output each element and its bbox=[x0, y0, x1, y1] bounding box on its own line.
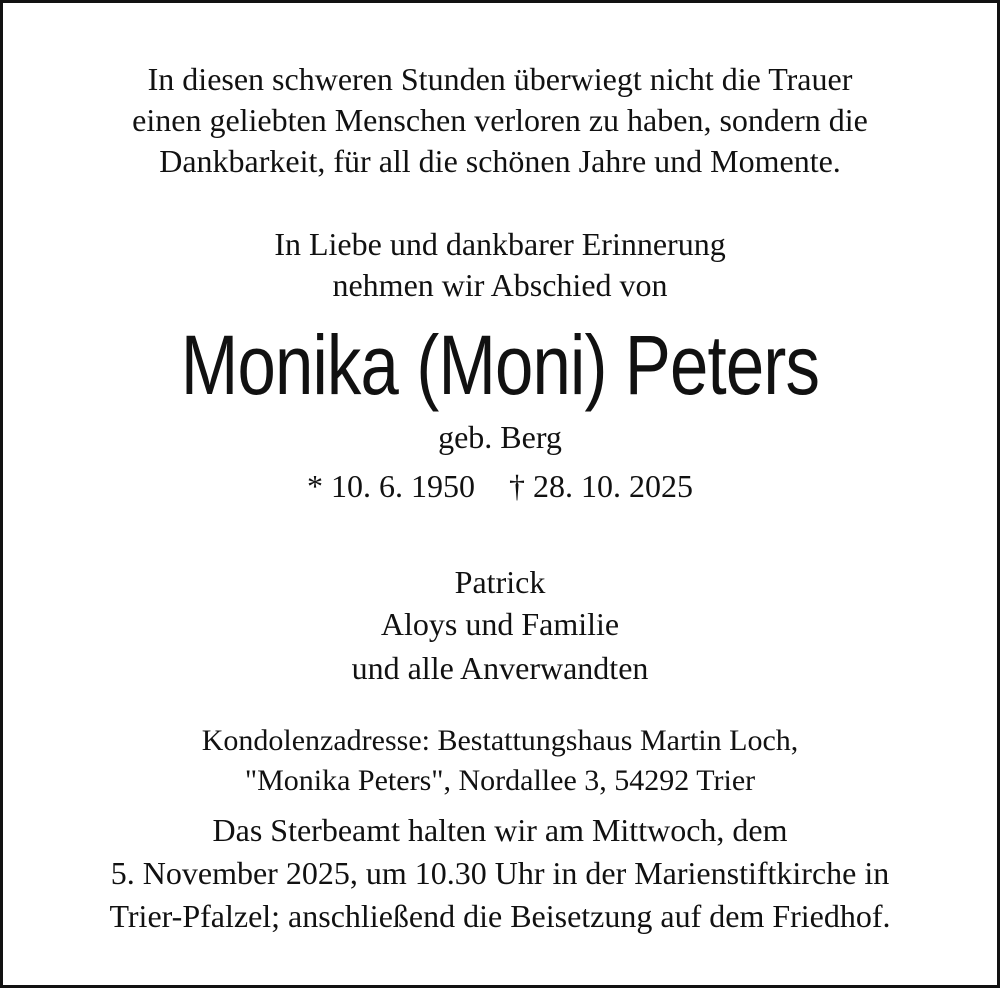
death-date: † 28. 10. 2025 bbox=[509, 468, 693, 504]
life-dates bbox=[3, 470, 997, 502]
mourner-3: und alle Anverwandten bbox=[351, 650, 649, 686]
maiden-name: geb. Berg bbox=[438, 419, 562, 455]
mourner-1: Patrick bbox=[454, 564, 546, 600]
deceased-name: Monika (Moni) Peters bbox=[180, 318, 820, 412]
intro-line-2: einen geliebten Menschen verloren zu haben, sondern die bbox=[132, 102, 868, 138]
condolence-line-2: "Monika Peters", Nordallee 3, 54292 Trier bbox=[244, 764, 756, 797]
service-line-3: Trier-Pfalzel; anschließend die Beisetzung auf dem Friedhof. bbox=[109, 898, 891, 934]
birth-date: * 10. 6. 1950 bbox=[307, 468, 475, 504]
service-line-1: Das Sterbeamt halten wir am Mittwoch, dem bbox=[212, 812, 788, 848]
farewell-line-2: nehmen wir Abschied von bbox=[332, 267, 668, 303]
intro-line-1: In diesen schweren Stunden überwiegt nicht die Trauer bbox=[147, 61, 853, 97]
service-line-2: 5. November 2025, um 10.30 Uhr in der Marienstiftkirche in bbox=[110, 855, 890, 891]
mourner-2: Aloys und Familie bbox=[380, 606, 620, 642]
condolence-line-1: Kondolenzadresse: Bestattungshaus Martin Loch, bbox=[201, 724, 799, 757]
intro-line-3: Dankbarkeit, für all die schönen Jahre und Momente. bbox=[159, 143, 841, 179]
farewell-line-1: In Liebe und dankbarer Erinnerung bbox=[274, 226, 726, 262]
